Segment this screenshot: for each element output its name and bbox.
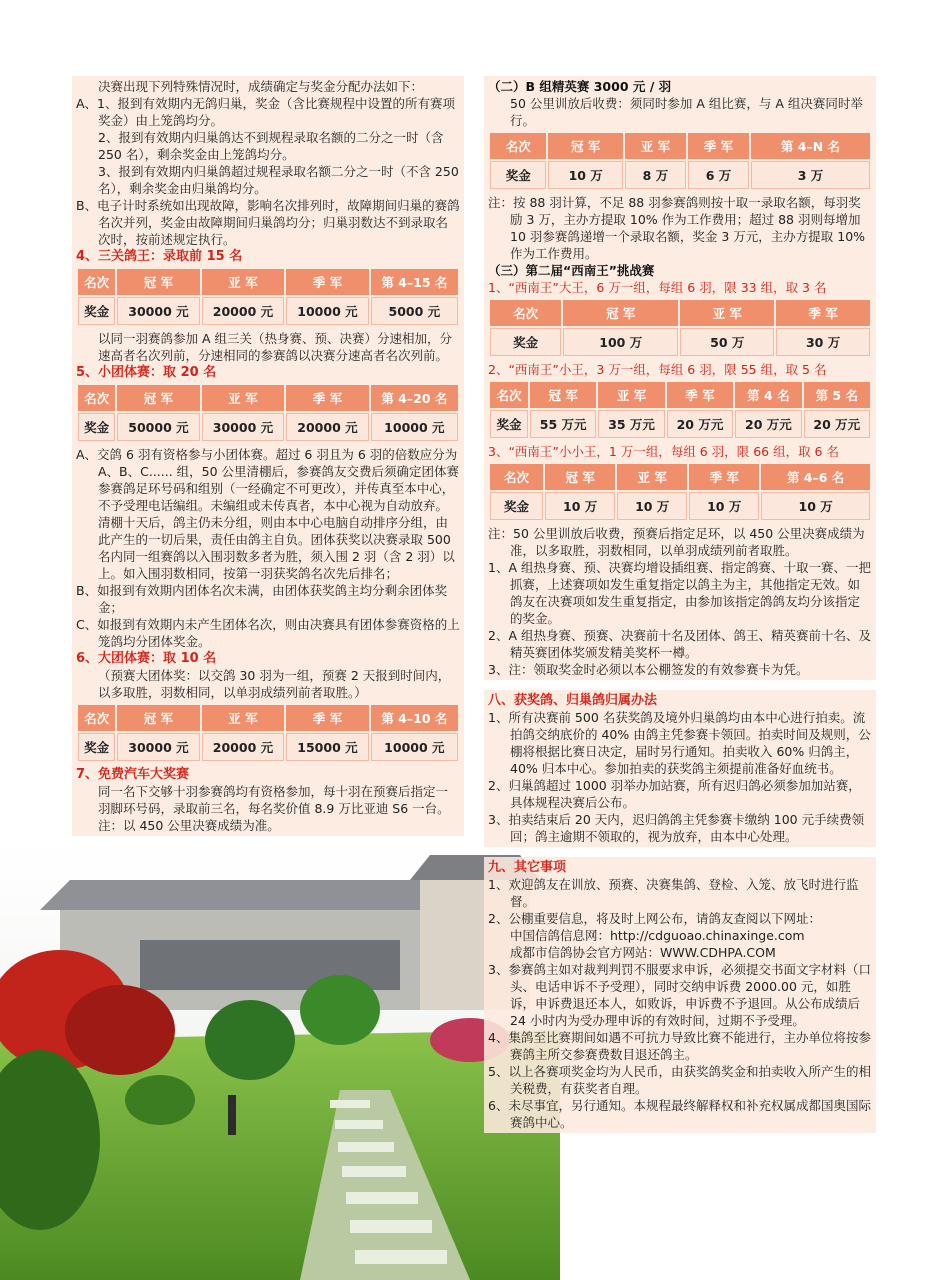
table-cell: 季 军 <box>688 133 749 159</box>
table-cell: 奖金 <box>490 410 528 438</box>
table-cell: 奖金 <box>78 733 115 761</box>
table-cell: 20 万元 <box>804 410 870 438</box>
table-cell: 第 4 名 <box>735 382 801 408</box>
table-cell: 5000 元 <box>371 297 458 325</box>
section-9-item-1: 1、欢迎鸽友在训放、预赛、决赛集鸽、登检、入笼、放飞时进行监督。 <box>488 877 859 909</box>
table-cell: 名次 <box>78 705 115 731</box>
c-note-1: 1、A 组热身赛、预、决赛均增设插组赛、指定鸽赛、十取一赛、一把抓赛，上述赛项如发生重复指定以鸽主为主，其他指定无效。如鸽友在决赛项如发生重复指定，由参加该指定鸽鸽友均分该指定的奖金。 <box>488 560 871 626</box>
section-8-item-3: 3、拍卖结束后 20 天内，迟归鸽鸽主凭参赛卡缴纳 100 元手续费领回；鸽主逾期不领取的，视为放弃，由本中心处理。 <box>488 812 865 844</box>
rule-a2: 2、报到有效期内归巢鸽达不到规程录取名额的二分之一时（含 250 名），剩余奖金由上笼鸽均分。 <box>98 130 444 162</box>
table-cell: 亚 军 <box>202 705 285 731</box>
garden-illustration <box>0 840 560 1280</box>
b-group-text: 50 公里训放后收费：须同时参加 A 组比赛，与 A 组决赛同时举行。 <box>510 96 863 128</box>
table-cell: 10 万 <box>545 492 615 520</box>
table-cell: 奖金 <box>78 297 115 325</box>
table-cell: 6 万 <box>688 161 749 189</box>
table-cell: 名次 <box>490 464 543 490</box>
section-5-rule-b: B、如报到有效期内团体名次未满，由团体获奖鸽主均分剩余团体奖金； <box>76 583 448 615</box>
table-cell: 30000 元 <box>117 297 200 325</box>
c-group-title: （三）第二届“西南王”挑战赛 <box>488 263 655 278</box>
table-cell: 季 军 <box>776 300 870 326</box>
table-cell: 冠 军 <box>530 382 596 408</box>
rule-b: B、电子计时系统如出现故障，影响名次排列时，故障期间归巢的赛鸽名次并列，奖金由故障期间归巢鸽均分；归巢羽数达不到录取名次时，按前述规定执行。 <box>76 198 460 247</box>
table-cell: 55 万元 <box>530 410 596 438</box>
section-5-rule-a: A、交鸽 6 羽有资格参与小团体赛。超过 6 羽且为 6 羽的倍数应分为 A、B、C...... 组，50 公里清棚后，参赛鸽友交费后须确定团体赛参赛鸽足环号码和组别（一经确定不可更改），并传真至本中心，不予受理电话编组。未编组或未传真者，本中心视为自动放弃。清棚十天后，鸽主仍未分组，则由本中心电脑自动排序分组，由此产生的一切后果，责任由鸽主自负。团体获奖以决赛录取 500 名内同一组赛鸽以入围羽数多者为胜，须入围 2 羽（含 2 羽）以上。如入围羽数相同，按第一羽获奖鸽名次先后排名； <box>76 447 460 581</box>
table-cell: 10 万 <box>761 492 870 520</box>
section-4-title: 4、三关鸽王：录取前 15 名 <box>76 249 243 264</box>
section-9-title: 九、其它事项 <box>488 860 567 875</box>
table-cell: 10 万 <box>689 492 759 520</box>
section-5-title: 5、小团体赛：取 20 名 <box>76 365 217 380</box>
table-cell: 30000 元 <box>202 413 285 441</box>
section-9-item-3: 3、参赛鸽主如对裁判判罚不服要求申诉，必须提交书面文字材料（口头、电话申诉不予受理），同时交纳申诉费 2000.00 元，如胜诉，申诉费退还本人，如败诉，申诉费不予退回。从公布成绩后 24 小时内为受办理申诉的有效时间，过期不予受理。 <box>488 962 871 1028</box>
table-cell: 季 军 <box>286 385 369 411</box>
table-cell: 50000 元 <box>117 413 200 441</box>
section-8-item-1: 1、所有决赛前 500 名获奖鸽及境外归巢鸽均由本中心进行拍卖。流拍鸽交纳底价的 40% 由鸽主凭参赛卡领回。拍卖时间及规则，公棚将根据比赛日决定，届时另行通知。拍卖收入 60% 归鸽主，40% 归本中心。参加拍卖的获奖鸽主须提前准备好血统书。 <box>488 710 871 776</box>
table-cell: 亚 军 <box>202 385 285 411</box>
table-cell: 名次 <box>490 300 561 326</box>
table-cell: 冠 军 <box>117 705 200 731</box>
table-cell: 亚 军 <box>680 300 774 326</box>
table-cell: 10 万 <box>548 161 622 189</box>
rule-a1: A、1、报到有效期内无鸽归巢，奖金（含比赛规程中设置的所有赛项奖金）由上笼鸽均分。 <box>76 96 456 128</box>
table-cell: 35 万元 <box>598 410 664 438</box>
section-7-title: 7、免费汽车大奖赛 <box>76 767 190 782</box>
table-cell: 季 军 <box>689 464 759 490</box>
table-cell: 冠 军 <box>117 385 200 411</box>
rule-a3: 3、报到有效期内归巢鸽超过规程录取名额二分之一时（不含 250 名），剩余奖金由归巢鸽均分。 <box>98 164 459 196</box>
b-group-title: （二）B 组精英赛 3000 元 / 羽 <box>488 79 672 94</box>
table-cell: 第 4–N 名 <box>751 133 870 159</box>
left-panel <box>72 76 464 836</box>
c-note-3: 3、注：领取奖金时必须以本公棚签发的有效参赛卡为凭。 <box>488 662 809 677</box>
prize-table-c1 <box>488 298 872 358</box>
table-cell: 奖金 <box>490 328 561 356</box>
table-cell: 名次 <box>490 382 528 408</box>
right-panel-section-8 <box>484 690 876 847</box>
table-cell: 季 军 <box>667 382 733 408</box>
table-cell: 第 4–20 名 <box>371 385 458 411</box>
section-9-item-4: 4、集鸽至比赛期间如遇不可抗力导致比赛不能进行，主办单位将按参赛鸽主所交参赛费数目退还鸽主。 <box>488 1030 871 1062</box>
table-cell: 奖金 <box>490 161 546 189</box>
c-note-0: 注：50 公里训放后收费，预赛后指定足环，以 450 公里决赛成绩为准，以多取胜，羽数相同，以单羽成绩列前者取胜。 <box>488 526 865 558</box>
website-1: 中国信鸽信息网：http://cdguoao.chinaxinge.com <box>510 928 805 943</box>
left-column <box>72 76 464 836</box>
section-9-item-6: 6、未尽事宜，另行通知。本规程最终解释权和补充权属成都国奥国际赛鸽中心。 <box>488 1098 871 1130</box>
website-2: 成都市信鸽协会官方网站：WWW.CDHPA.COM <box>510 945 776 960</box>
table-cell: 奖金 <box>490 492 543 520</box>
section-9-item-2: 2、公棚重要信息，将及时上网公布，请鸽友查阅以下网址： <box>488 911 821 926</box>
right-column <box>484 76 876 1133</box>
c-item-2: 2、“西南王”小王，3 万一组，每组 6 羽，限 55 组，取 5 名 <box>488 362 827 377</box>
table-cell: 亚 军 <box>202 269 285 295</box>
table-cell: 季 军 <box>286 269 369 295</box>
intro-text: 决赛出现下列特殊情况时，成绩确定与奖金分配办法如下： <box>98 79 424 94</box>
table-cell: 名次 <box>78 385 115 411</box>
section-5-rule-c: C、如报到有效期内未产生团体名次，则由决赛具有团体参赛资格的上笼鸽均分团体奖金。 <box>76 617 460 649</box>
garden-photo <box>0 840 560 1280</box>
right-panel-top <box>484 76 876 680</box>
table-cell: 100 万 <box>563 328 678 356</box>
section-8-title: 八、获奖鸽、归巢鸽归属办法 <box>488 693 658 708</box>
table-cell: 8 万 <box>625 161 686 189</box>
section-6-note: （预赛大团体奖：以交鸽 30 羽为一组，预赛 2 天报到时间内，以多取胜，羽数相同，以单羽成绩列前者取胜。） <box>98 668 451 700</box>
prize-table-c3 <box>488 462 872 522</box>
table-cell: 20000 元 <box>202 297 285 325</box>
prize-table-4 <box>76 267 460 327</box>
section-9-item-5: 5、以上各赛项奖金均为人民币，由获奖鸽奖金和拍卖收入所产生的相关税费，有获奖者自理。 <box>488 1064 871 1096</box>
table-cell: 15000 元 <box>286 733 369 761</box>
table-cell: 3 万 <box>751 161 870 189</box>
table-cell: 名次 <box>78 269 115 295</box>
table-cell: 30 万 <box>776 328 870 356</box>
c-note-2: 2、A 组热身赛、预赛、决赛前十名及团体、鸽王、精英赛前十名、及精英赛团体奖颁发精美奖杯一樽。 <box>488 628 871 660</box>
table-cell: 20 万元 <box>735 410 801 438</box>
table-cell: 20000 元 <box>286 413 369 441</box>
b-group-note: 注：按 88 羽计算，不足 88 羽参赛鸽则按十取一录取名额，每羽奖励 3 万，主办方提取 10% 作为工作费用；超过 88 羽则每增加 10 羽参赛鸽递增一个录取名额，奖金 3 万元，主办方提取 10% 作为工作费用。 <box>488 195 866 261</box>
table-cell: 亚 军 <box>598 382 664 408</box>
table-cell: 30000 元 <box>117 733 200 761</box>
table-cell: 10 万 <box>617 492 687 520</box>
table-cell: 第 5 名 <box>804 382 870 408</box>
section-7-note: 注：以 450 公里决赛成绩为准。 <box>98 818 280 833</box>
table-cell: 奖金 <box>78 413 115 441</box>
table-cell: 亚 军 <box>625 133 686 159</box>
table-cell: 10000 元 <box>371 733 458 761</box>
table-cell: 季 军 <box>286 705 369 731</box>
c-item-1: 1、“西南王”大王，6 万一组，每组 6 羽，限 33 组，取 3 名 <box>488 280 827 295</box>
table-cell: 冠 军 <box>545 464 615 490</box>
section-7-text: 同一名下交够十羽参赛鸽均有资格参加，每十羽在预赛后指定一羽脚环号码，录取前三名，每名奖价值 8.9 万比亚迪 S6 一台。 <box>98 784 450 816</box>
table-cell: 冠 军 <box>548 133 622 159</box>
table-cell: 名次 <box>490 133 546 159</box>
section-6-title: 6、大团体赛：取 10 名 <box>76 651 217 666</box>
table-cell: 冠 军 <box>563 300 678 326</box>
table-cell: 第 4–6 名 <box>761 464 870 490</box>
right-panel-section-9 <box>484 857 876 1133</box>
table-cell: 50 万 <box>680 328 774 356</box>
section-4-note: 以同一羽赛鸽参加 A 组三关（热身赛、预、决赛）分速相加，分速高者名次列前，分速相同的参赛鸽以决赛分速高者名次列前。 <box>98 331 452 363</box>
prize-table-b <box>488 131 872 191</box>
table-cell: 亚 军 <box>617 464 687 490</box>
prize-table-5 <box>76 383 460 443</box>
prize-table-c2 <box>488 380 872 440</box>
table-cell: 第 4–10 名 <box>371 705 458 731</box>
section-8-item-2: 2、归巢鸽超过 1000 羽举办加站赛，所有迟归鸽必须参加加站赛，具体规程决赛后公布。 <box>488 778 861 810</box>
table-cell: 10000 元 <box>286 297 369 325</box>
table-cell: 第 4–15 名 <box>371 269 458 295</box>
table-cell: 冠 军 <box>117 269 200 295</box>
table-cell: 20 万元 <box>667 410 733 438</box>
prize-table-6 <box>76 703 460 763</box>
table-cell: 20000 元 <box>202 733 285 761</box>
table-cell: 10000 元 <box>371 413 458 441</box>
c-item-3: 3、“西南王”小小王，1 万一组，每组 6 羽，限 66 组，取 6 名 <box>488 444 839 459</box>
